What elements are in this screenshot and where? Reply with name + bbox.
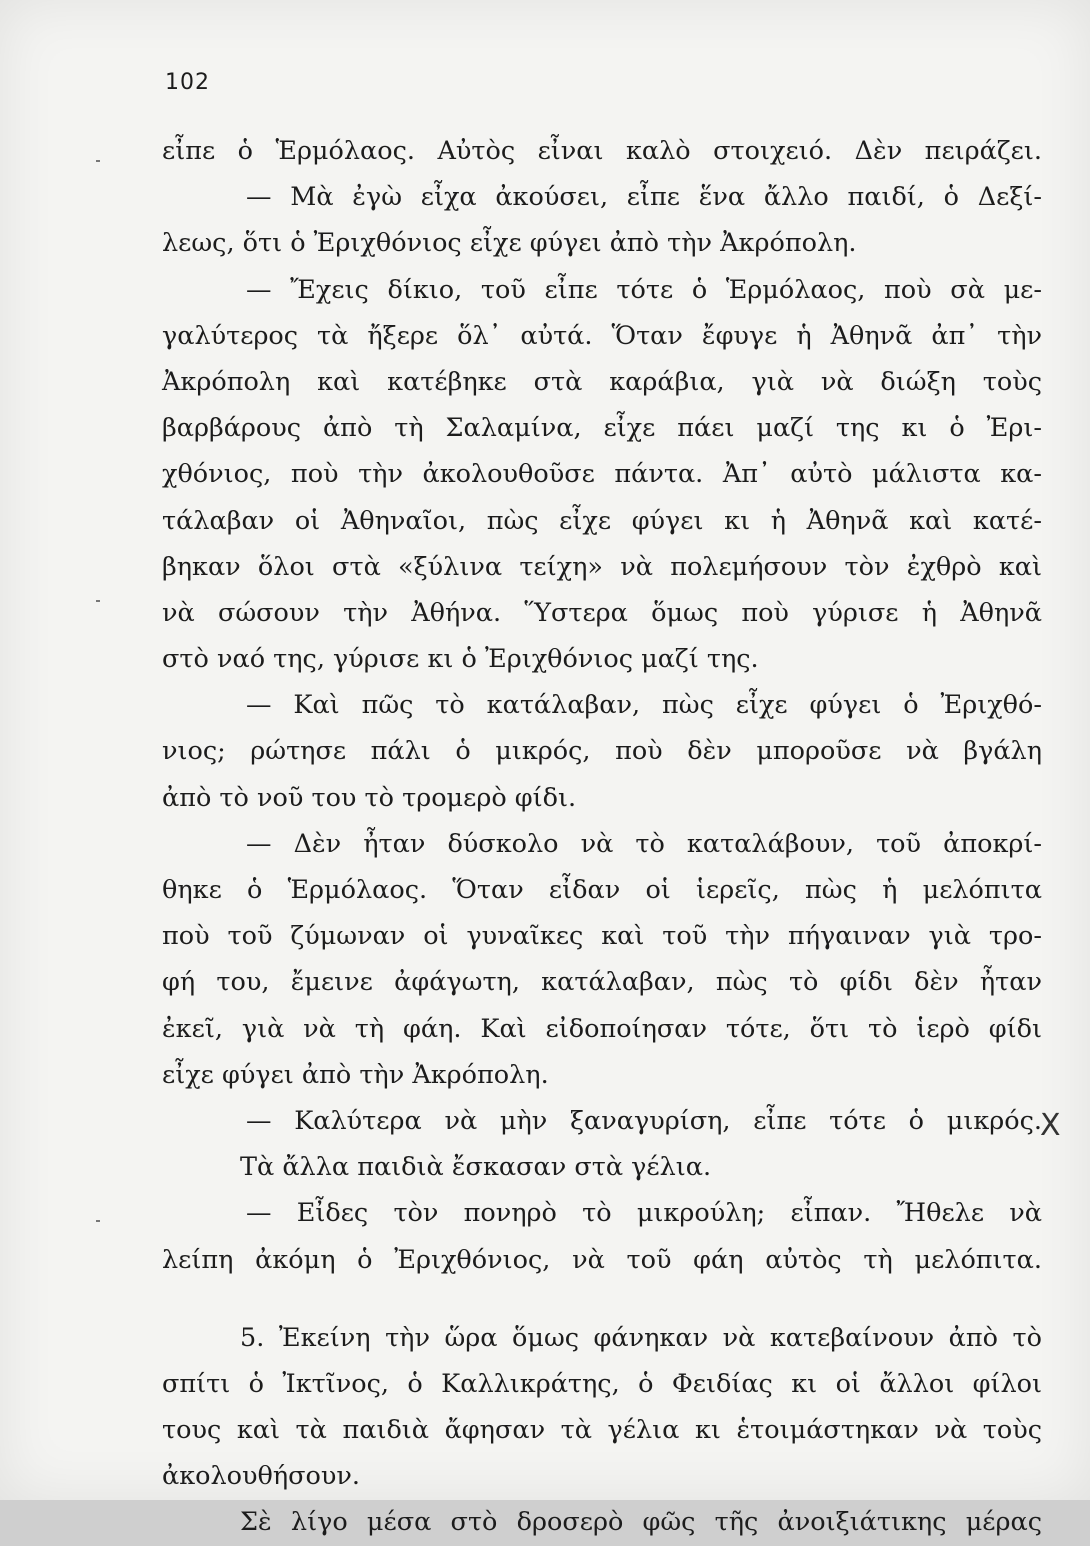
paper-speck <box>96 160 100 162</box>
text-line: ἀκολουθήσουν. <box>162 1461 361 1492</box>
section-start-line: 5. Ἐκείνη τὴν ὥρα ὅμως φάνηκαν νὰ κατεβαίνουν ἀπὸ τὸ <box>240 1322 1042 1353</box>
text-line: λείπη ἀκόμη ὁ Ἐριχθόνιος, νὰ τοῦ φάη αὐτὸς τὴ μελόπιτα. <box>162 1244 1042 1275</box>
text-line: τους καὶ τὰ παιδιὰ ἄφησαν τὰ γέλια κι ἑτοιμάστηκαν νὰ τοὺς <box>162 1415 1042 1446</box>
text-line: νιος; ρώτησε πάλι ὁ μικρός, ποὺ δὲν μποροῦσε νὰ βγάλη <box>162 736 1042 767</box>
text-line: φή του, ἔμεινε ἀφάγωτη, κατάλαβαν, πὼς τὸ φίδι δὲν ἦταν <box>162 967 1042 998</box>
text-line: εἶχε φύγει ἀπὸ τὴν Ἀκρόπολη. <box>162 1059 549 1090</box>
text-line: βηκαν ὅλοι στὰ «ξύλινα τείχη» νὰ πολεμήσουν τὸν ἐχθρὸ καὶ <box>162 551 1042 582</box>
text-line: σπίτι ὁ Ἰκτῖνος, ὁ Καλλικράτης, ὁ Φειδίας κι οἱ ἄλλοι φίλοι <box>162 1368 1042 1399</box>
text-line: — Δὲν ἦταν δύσκολο νὰ τὸ καταλάβουν, τοῦ ἀποκρί- <box>246 828 1042 859</box>
text-line: — Καλύτερα νὰ μὴν ξαναγυρίση, εἶπε τότε ὁ μικρός. <box>246 1105 1042 1136</box>
page-number: 102 <box>165 70 210 95</box>
text-line: βαρβάρους ἀπὸ τὴ Σαλαμίνα, εἶχε πάει μαζί της κι ὁ Ἐρι- <box>162 413 1042 444</box>
text-line: — Μὰ ἐγὼ εἶχα ἀκούσει, εἶπε ἕνα ἄλλο παιδί, ὁ Δεξί- <box>246 182 1042 213</box>
text-line: Ἀκρόπολη καὶ κατέβηκε στὰ καράβια, γιὰ νὰ διώξη τοὺς <box>162 366 1042 397</box>
text-line: — Εἶδες τὸν πονηρὸ τὸ μικρούλη; εἶπαν. Ἤθελε νὰ <box>246 1198 1042 1229</box>
text-line: στὸ ναό της, γύρισε κι ὁ Ἐριχθόνιος μαζί της. <box>162 644 759 675</box>
text-line: χθόνιος, ποὺ τὴν ἀκολουθοῦσε πάντα. Ἀπ᾽ αὐτὸ μάλιστα κα- <box>162 459 1042 490</box>
text-line: Τὰ ἄλλα παιδιὰ ἔσκασαν στὰ γέλια. <box>240 1152 712 1183</box>
text-line: γαλύτερος τὰ ἤξερε ὅλ᾽ αὐτά. Ὅταν ἔφυγε ἡ Ἀθηνᾶ ἀπ᾽ τὴν <box>162 320 1042 351</box>
text-line: νὰ σώσουν τὴν Ἀθήνα. Ὕστερα ὅμως ποὺ γύρισε ἡ Ἀθηνᾶ <box>162 597 1042 628</box>
paper-speck <box>96 1220 100 1222</box>
paper-speck <box>96 600 100 602</box>
text-line: Σὲ λίγο μέσα στὸ δροσερὸ φῶς τῆς ἀνοιξιάτικης μέρας <box>240 1507 1042 1538</box>
section-gap <box>162 1283 1042 1315</box>
text-line: εἶπε ὁ Ἑρμόλαος. Αὐτὸς εἶναι καλὸ στοιχειό. Δὲν πειράζει. <box>162 136 1042 166</box>
text-line: θηκε ὁ Ἑρμόλαος. Ὅταν εἶδαν οἱ ἱερεῖς, πὼς ἡ μελόπιτα <box>162 875 1042 905</box>
margin-handwritten-mark: X <box>1040 1108 1061 1143</box>
text-line: — Καὶ πῶς τὸ κατάλαβαν, πὼς εἶχε φύγει ὁ Ἐριχθό- <box>246 690 1042 721</box>
text-line: ποὺ τοῦ ζύμωναν οἱ γυναῖκες καὶ τοῦ τὴν πήγαιναν γιὰ τρο- <box>162 921 1042 952</box>
text-line: τάλαβαν οἱ Ἀθηναῖοι, πὼς εἶχε φύγει κι ἡ Ἀθηνᾶ καὶ κατέ- <box>162 505 1042 536</box>
text-line: ἀπὸ τὸ νοῦ του τὸ τρομερὸ φίδι. <box>162 782 577 813</box>
body-text <box>162 128 1042 1546</box>
text-line: ἐκεῖ, γιὰ νὰ τὴ φάη. Καὶ εἰδοποίησαν τότε, ὅτι τὸ ἱερὸ φίδι <box>162 1013 1042 1044</box>
text-line: — Ἔχεις δίκιο, τοῦ εἶπε τότε ὁ Ἑρμόλαος, ποὺ σὰ με- <box>246 274 1042 305</box>
text-line: λεως, ὅτι ὁ Ἐριχθόνιος εἶχε φύγει ἀπὸ τὴν Ἀκρόπολη. <box>162 228 857 259</box>
